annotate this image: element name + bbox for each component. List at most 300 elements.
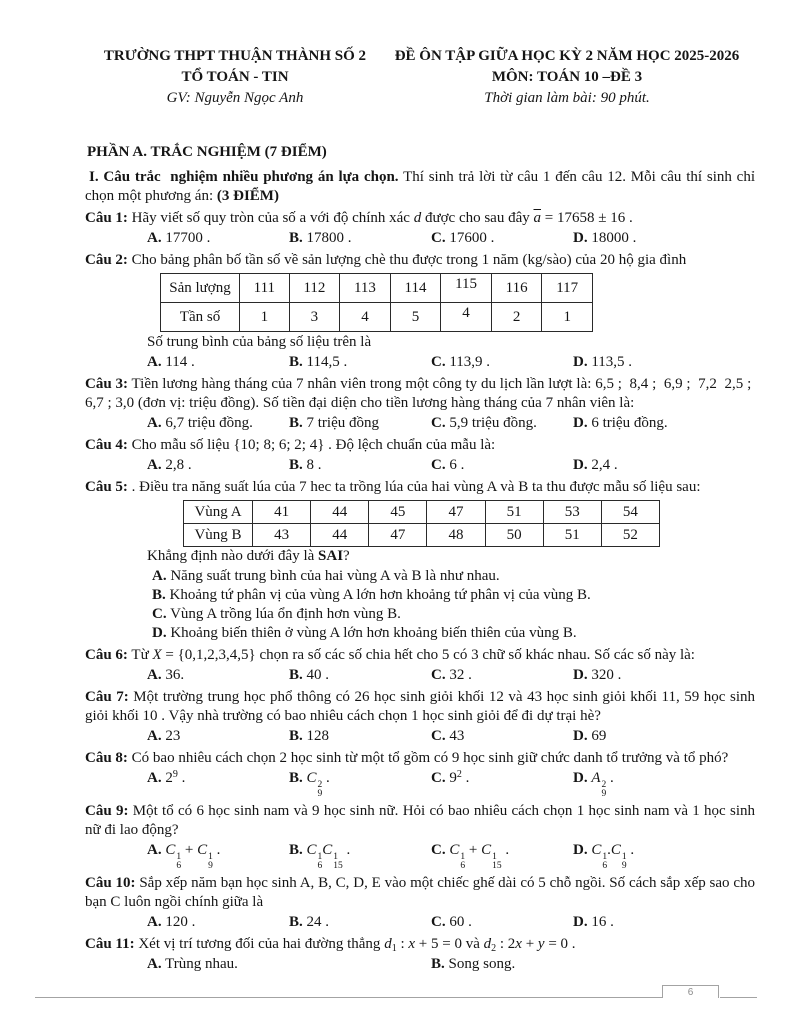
exam-duration: Thời gian làm bài: 90 phút. (484, 90, 650, 106)
option-C (431, 414, 573, 433)
table-cell: 117 (542, 274, 593, 303)
option-letter: B. (431, 956, 445, 972)
option-text: 120 . (165, 914, 196, 930)
instructions (85, 168, 755, 206)
table-cell: 1 (542, 303, 593, 332)
option-C (431, 229, 573, 248)
yield-table (183, 500, 660, 547)
question-4 (85, 436, 755, 475)
text-segment: d (483, 936, 492, 952)
text-segment: : 2 (496, 936, 516, 952)
page-number-box (662, 985, 719, 998)
teacher-name: GV: Nguyễn Ngọc Anh (166, 90, 304, 106)
exam-subject: MÔN: TOÁN 10 –ĐỀ 3 (491, 69, 643, 85)
table-cell: 51 (543, 524, 601, 547)
options-row (147, 456, 755, 475)
table-cell: 4 (340, 303, 391, 332)
text-segment: . (607, 842, 611, 858)
text-segment: được cho sau đây (421, 210, 534, 226)
options-row (147, 769, 755, 799)
option-letter: C. (431, 914, 446, 930)
option-text: 6,7 triệu đồng. (165, 415, 253, 431)
option-text: Khoảng tứ phân vị của vùng A lớn hơn khoảng tứ phân vị của vùng B. (169, 587, 591, 603)
option-letter: D. (573, 667, 588, 683)
question-11 (85, 935, 755, 974)
subscript: 6 (317, 861, 323, 871)
superscript: 2 (601, 780, 607, 790)
text-segment: Số trung bình của bảng số liệu trên là (147, 334, 372, 350)
question-5 (85, 478, 755, 643)
text-segment: . Điều tra năng suất lúa của 7 hec ta trồng lúa của hai vùng A và B ta thu được mẫu số liệu sau: (131, 479, 701, 495)
text-segment: + 5 = 0 và (415, 936, 484, 952)
option-text: Song song. (448, 956, 516, 972)
text-segment: $\overline{a}$ (533, 210, 541, 226)
option-letter: A. (147, 415, 162, 431)
option-C (431, 841, 573, 871)
table-cell: 53 (543, 501, 601, 524)
table-cell: 3 (289, 303, 340, 332)
option-letter: A. (147, 956, 162, 972)
superscript: 1 (492, 852, 497, 862)
text-segment: . (501, 842, 510, 858)
option-letter: C. (431, 230, 446, 246)
table-cell: 116 (491, 274, 542, 303)
text-segment: Hãy viết số quy tròn của số a với độ chính xác (131, 210, 414, 226)
option-text: 17700 . (165, 230, 211, 246)
subscript: 9 (317, 789, 323, 799)
question-label: Câu 1: (85, 210, 128, 226)
text-segment: . (342, 842, 351, 858)
table-cell: Vùng B (184, 524, 253, 547)
superscript: 1 (621, 852, 627, 862)
option-letter: D. (573, 230, 588, 246)
superscript: 1 (176, 852, 182, 862)
subscript: 9 (601, 789, 607, 799)
option-letter: B. (289, 842, 303, 858)
option-text: 32 . (449, 667, 472, 683)
table-cell: 113 (340, 274, 391, 303)
superscript: 1 (460, 852, 466, 862)
option-letter: C. (431, 354, 446, 370)
option-text: Trùng nhau. (165, 956, 238, 972)
option-A (147, 353, 289, 372)
option-text: 8 . (306, 457, 322, 473)
table-cell: Sản lượng (161, 274, 240, 303)
option-B (289, 841, 431, 871)
text-segment: . (177, 770, 186, 786)
option-letter: D. (573, 415, 588, 431)
question-text (85, 688, 755, 726)
question-8 (85, 749, 755, 799)
text-segment: . (606, 770, 614, 786)
subscript: 6 (602, 861, 608, 871)
text-segment: d (413, 210, 422, 226)
options-row (152, 567, 755, 643)
table-row (161, 274, 593, 303)
options-row (147, 913, 755, 932)
option-text: 128 (306, 728, 330, 744)
option-C (431, 456, 573, 475)
exam-title: ĐỀ ÔN TẬP GIỮA HỌC KỲ 2 NĂM HỌC 2025-2026 (394, 48, 740, 64)
instruction-points: (3 ĐIỂM) (216, 188, 279, 204)
table-cell: 47 (369, 524, 427, 547)
table-cell: 114 (390, 274, 441, 303)
question-label: Câu 2: (85, 252, 128, 268)
option-text: Năng suất trung bình của hai vùng A và B là như nhau. (170, 568, 500, 584)
text-segment: x (515, 936, 522, 952)
superscript: 1 (333, 852, 339, 862)
option-letter: A. (147, 914, 162, 930)
option-A (147, 414, 289, 433)
option-letter: B. (289, 667, 303, 683)
option-letter: C. (152, 606, 167, 622)
option-text: 60 . (449, 914, 472, 930)
question-label: Câu 8: (85, 750, 128, 766)
option-B (289, 666, 431, 685)
question-text (85, 749, 755, 768)
text-segment: Từ (131, 647, 153, 663)
options-row (147, 229, 755, 248)
question-7 (85, 688, 755, 746)
question-10 (85, 874, 755, 932)
option-text: Vùng A trồng lúa ổn định hơn vùng B. (170, 606, 401, 622)
exam-info (391, 46, 743, 109)
question-text (85, 436, 755, 455)
page-number: 6 (687, 986, 694, 998)
instruction-type: I. Câu trắc nghiệm nhiều phương án lựa chọn. (89, 169, 399, 185)
table-cell: 4 (441, 303, 492, 332)
option-B (289, 727, 431, 746)
option-B (289, 414, 431, 433)
option-letter: B. (289, 770, 303, 786)
option-text: 36. (165, 667, 185, 683)
exam-body (0, 143, 792, 974)
question-label: Câu 7: (85, 689, 129, 705)
option-letter: C. (431, 667, 446, 683)
option-D (573, 666, 755, 685)
subscript: 9 (208, 861, 213, 871)
table-cell: 5 (390, 303, 441, 332)
table-cell: 54 (601, 501, 659, 524)
text-segment: . (322, 770, 330, 786)
text-segment: x (408, 936, 416, 952)
option-B (289, 229, 431, 248)
question-note (147, 333, 755, 352)
option-letter: B. (289, 728, 303, 744)
question-3 (85, 375, 755, 433)
table-cell: 51 (485, 501, 543, 524)
text-segment: SAI (318, 548, 344, 564)
option-A (147, 955, 431, 974)
text-segment: Một trường trung học phổ thông có 26 học sinh giỏi khối 12 và 43 học sinh giỏi khối 11, 59 học sinh giỏi khối 10 . Vậy nhà trường có bao nhiêu cách chọn 1 học sinh giỏi để đi dự trại hè? (85, 689, 756, 724)
school-info (85, 46, 385, 109)
text-segment: Sắp xếp năm bạn học sinh A, B, C, D, E vào một chiếc ghế dài có 5 chỗ ngồi. Số cách sắp xếp sao cho bạn C luôn ngồi chính giữa là (85, 875, 756, 910)
option-letter: D. (152, 625, 167, 641)
part-a-title: PHẦN A. TRẮC NGHIỆM (7 ĐIỂM) (87, 144, 327, 160)
option-D (573, 414, 755, 433)
option-letter: C. (431, 842, 446, 858)
option-letter: A. (147, 770, 162, 786)
option-B (289, 353, 431, 372)
option-text: 16 . (591, 914, 614, 930)
exam-header (85, 46, 755, 109)
option-C (152, 605, 755, 624)
question-label: Câu 5: (85, 479, 128, 495)
option-letter: C. (431, 457, 446, 473)
option-B (289, 913, 431, 932)
option-B (431, 955, 755, 974)
text-segment: . (461, 770, 470, 786)
option-text: 6 triệu đồng. (591, 415, 668, 431)
option-B (152, 586, 755, 605)
table-cell: 50 (485, 524, 543, 547)
question-text (85, 935, 755, 954)
question-text (85, 375, 755, 413)
option-A (147, 841, 289, 871)
text-segment: . (212, 842, 221, 858)
text-segment: + (465, 842, 482, 858)
option-C (431, 353, 573, 372)
table-cell: 43 (253, 524, 311, 547)
text-segment: + (521, 936, 538, 952)
option-letter: B. (289, 230, 303, 246)
text-segment: . Độ lệch chuẩn của mẫu là: (324, 437, 496, 453)
text-segment: = {0,1,2,3,4,5} chọn ra số các số chia hết cho 5 có 3 chữ số khác nhau. Số các số này là: (161, 647, 695, 663)
table-cell: 44 (311, 501, 369, 524)
option-letter: D. (573, 728, 588, 744)
superscript: 2 (317, 780, 323, 790)
table-cell: 44 (311, 524, 369, 547)
question-label: Câu 10: (85, 875, 136, 891)
text-segment: 1 (391, 943, 397, 954)
text-segment: A (591, 770, 601, 786)
text-segment: 9 (172, 769, 178, 780)
formula-indices (492, 853, 502, 871)
text-segment: C (197, 842, 208, 858)
option-A (147, 769, 289, 799)
options-row (147, 353, 755, 372)
question-note (147, 547, 755, 566)
options-row (147, 841, 755, 871)
superscript: 1 (208, 852, 213, 862)
footer-rule-right (720, 997, 757, 998)
option-text: 114 . (165, 354, 195, 370)
option-text: 6 . (449, 457, 465, 473)
option-letter: B. (289, 354, 303, 370)
option-text: 69 (591, 728, 607, 744)
option-D (573, 229, 755, 248)
option-letter: B. (289, 415, 303, 431)
formula-indices (333, 853, 343, 871)
text-segment: C (306, 842, 317, 858)
option-letter: B. (289, 914, 303, 930)
question-label: Câu 6: (85, 647, 128, 663)
text-segment: . (626, 842, 635, 858)
text-segment: + (181, 842, 198, 858)
option-A (152, 567, 755, 586)
table-cell: 2 (491, 303, 542, 332)
question-text (85, 251, 755, 270)
table-cell: Vùng A (184, 501, 253, 524)
option-text: 17600 . (449, 230, 495, 246)
option-text: 43 (449, 728, 465, 744)
option-letter: D. (573, 457, 588, 473)
question-label: Câu 4: (85, 437, 128, 453)
option-letter: A. (147, 354, 162, 370)
option-text: 23 (165, 728, 181, 744)
option-B (289, 769, 431, 799)
text-segment: C (449, 842, 460, 858)
option-text: 40 . (306, 667, 330, 683)
text-segment: ? (343, 548, 350, 564)
superscript: 1 (602, 852, 608, 862)
subscript: 6 (176, 861, 182, 871)
school-name: TRƯỜNG THPT THUẬN THÀNH SỐ 2 (103, 48, 367, 64)
option-D (573, 913, 755, 932)
option-text: 113,5 . (591, 354, 633, 370)
option-letter: A. (147, 842, 162, 858)
option-D (573, 841, 755, 871)
text-segment: C (591, 842, 602, 858)
option-text: 7 triệu đồng (306, 415, 380, 431)
subscript: 15 (492, 861, 502, 871)
text-segment: 2 (456, 769, 462, 780)
question-label: Câu 11: (85, 936, 135, 952)
superscript: 1 (317, 852, 323, 862)
option-text: 2,8 . (165, 457, 192, 473)
table-row (184, 501, 660, 524)
table-cell: 115 (441, 274, 492, 303)
question-text (85, 209, 755, 228)
table-cell: 47 (427, 501, 485, 524)
option-letter: C. (431, 728, 446, 744)
question-text (85, 874, 755, 912)
text-segment: C (306, 770, 317, 786)
option-A (147, 229, 289, 248)
subscript: 9 (621, 861, 627, 871)
text-segment: Cho bảng phân bố tần số về sản lượng chè thu được trong 1 năm (kg/sào) của 20 hộ gia đình (131, 252, 687, 268)
option-text: 18000 . (591, 230, 637, 246)
option-text: 5,9 triệu đồng. (449, 415, 537, 431)
option-C (431, 769, 573, 799)
table-cell: 1 (240, 303, 290, 332)
option-letter: B. (152, 587, 166, 603)
option-B (289, 456, 431, 475)
option-A (147, 456, 289, 475)
option-letter: D. (573, 842, 588, 858)
text-segment: X (152, 647, 162, 663)
options-row (147, 666, 755, 685)
text-segment: Tiền lương hàng tháng của 7 nhân viên trong một công ty du lịch lần lượt là: 6,5 ; 8,4 ; 6,9 ; 7,2 2,5 ; 6,7 ; 3,0 (đơn vị: triệu đồng). Số tiền đại diện cho tiền lương hàng tháng của 7 nhân viên là: (85, 376, 756, 411)
option-C (431, 666, 573, 685)
text-segment: 9 (449, 770, 457, 786)
text-segment: Một tổ có 6 học sinh nam và 9 học sinh nữ. Hỏi có bao nhiêu cách chọn 1 học sinh nam và 1 học sinh nữ đi lao động? (85, 803, 756, 838)
text-segment: = 0 . (544, 936, 576, 952)
option-letter: A. (147, 457, 162, 473)
table-cell: 52 (601, 524, 659, 547)
text-segment: Có bao nhiêu cách chọn 2 học sinh từ một tổ gồm có 9 học sinh giữ chức danh tổ trưởng và tổ phó? (131, 750, 729, 766)
option-A (147, 727, 289, 746)
instruction-text: Thí sinh trả lời từ câu 1 đến câu 12. Mỗi câu thí sinh chỉ chọn một phương án: (85, 169, 755, 204)
option-letter: A. (147, 230, 162, 246)
table-cell: 112 (289, 274, 340, 303)
options-row (147, 414, 755, 433)
option-text: 114,5 . (306, 354, 348, 370)
option-letter: D. (573, 914, 588, 930)
table-cell: 41 (253, 501, 311, 524)
option-letter: B. (289, 457, 303, 473)
text-segment: = 17658 ± 16 . (541, 210, 633, 226)
production-frequency-table (160, 273, 593, 332)
text-segment: 2 (491, 943, 497, 954)
option-D (573, 769, 755, 799)
question-2 (85, 251, 755, 372)
table-row (184, 524, 660, 547)
option-D (573, 456, 755, 475)
option-D (573, 727, 755, 746)
question-6 (85, 646, 755, 685)
question-9 (85, 802, 755, 871)
option-text: 24 . (306, 914, 330, 930)
options-row (147, 727, 755, 746)
options-row (147, 955, 755, 974)
text-segment: C (165, 842, 176, 858)
option-A (147, 666, 289, 685)
text-segment: 2 (165, 770, 173, 786)
text-segment: C (610, 842, 621, 858)
text-segment: y (537, 936, 545, 952)
option-D (152, 624, 755, 643)
text-segment: Khẳng định nào dưới đây là (147, 548, 319, 564)
table-cell: Tần số (161, 303, 240, 332)
option-A (147, 913, 289, 932)
text-segment: C (322, 842, 333, 858)
text-segment: : (396, 936, 409, 952)
option-text: 17800 . (306, 230, 352, 246)
table-cell: 111 (240, 274, 290, 303)
option-text: Khoảng biến thiên ở vùng A lớn hơn khoảng biến thiên của vùng B. (170, 625, 577, 641)
option-letter: A. (147, 667, 162, 683)
table-row (161, 303, 593, 332)
option-C (431, 727, 573, 746)
option-letter: A. (147, 728, 162, 744)
option-text: 320 . (591, 667, 622, 683)
option-text: 2,4 . (591, 457, 618, 473)
question-1 (85, 209, 755, 248)
option-text: 113,9 . (449, 354, 491, 370)
text-segment: {10; 8; 6; 2; 4} (233, 437, 325, 453)
option-letter: D. (573, 770, 588, 786)
subscript: 6 (460, 861, 466, 871)
table-cell: 45 (369, 501, 427, 524)
option-letter: A. (152, 568, 167, 584)
text-segment: d (384, 936, 392, 952)
option-letter: C. (431, 415, 446, 431)
option-D (573, 353, 755, 372)
text-segment: Cho mẫu số liệu (131, 437, 234, 453)
question-text (85, 478, 755, 497)
text-segment: C (481, 842, 492, 858)
option-C (431, 913, 573, 932)
question-text (85, 646, 755, 665)
question-label: Câu 3: (85, 376, 128, 392)
department-name: TỔ TOÁN - TIN (181, 69, 289, 85)
table-cell: 48 (427, 524, 485, 547)
question-text (85, 802, 755, 840)
subscript: 15 (333, 861, 343, 871)
question-label: Câu 9: (85, 803, 129, 819)
footer-rule-left (35, 997, 662, 998)
